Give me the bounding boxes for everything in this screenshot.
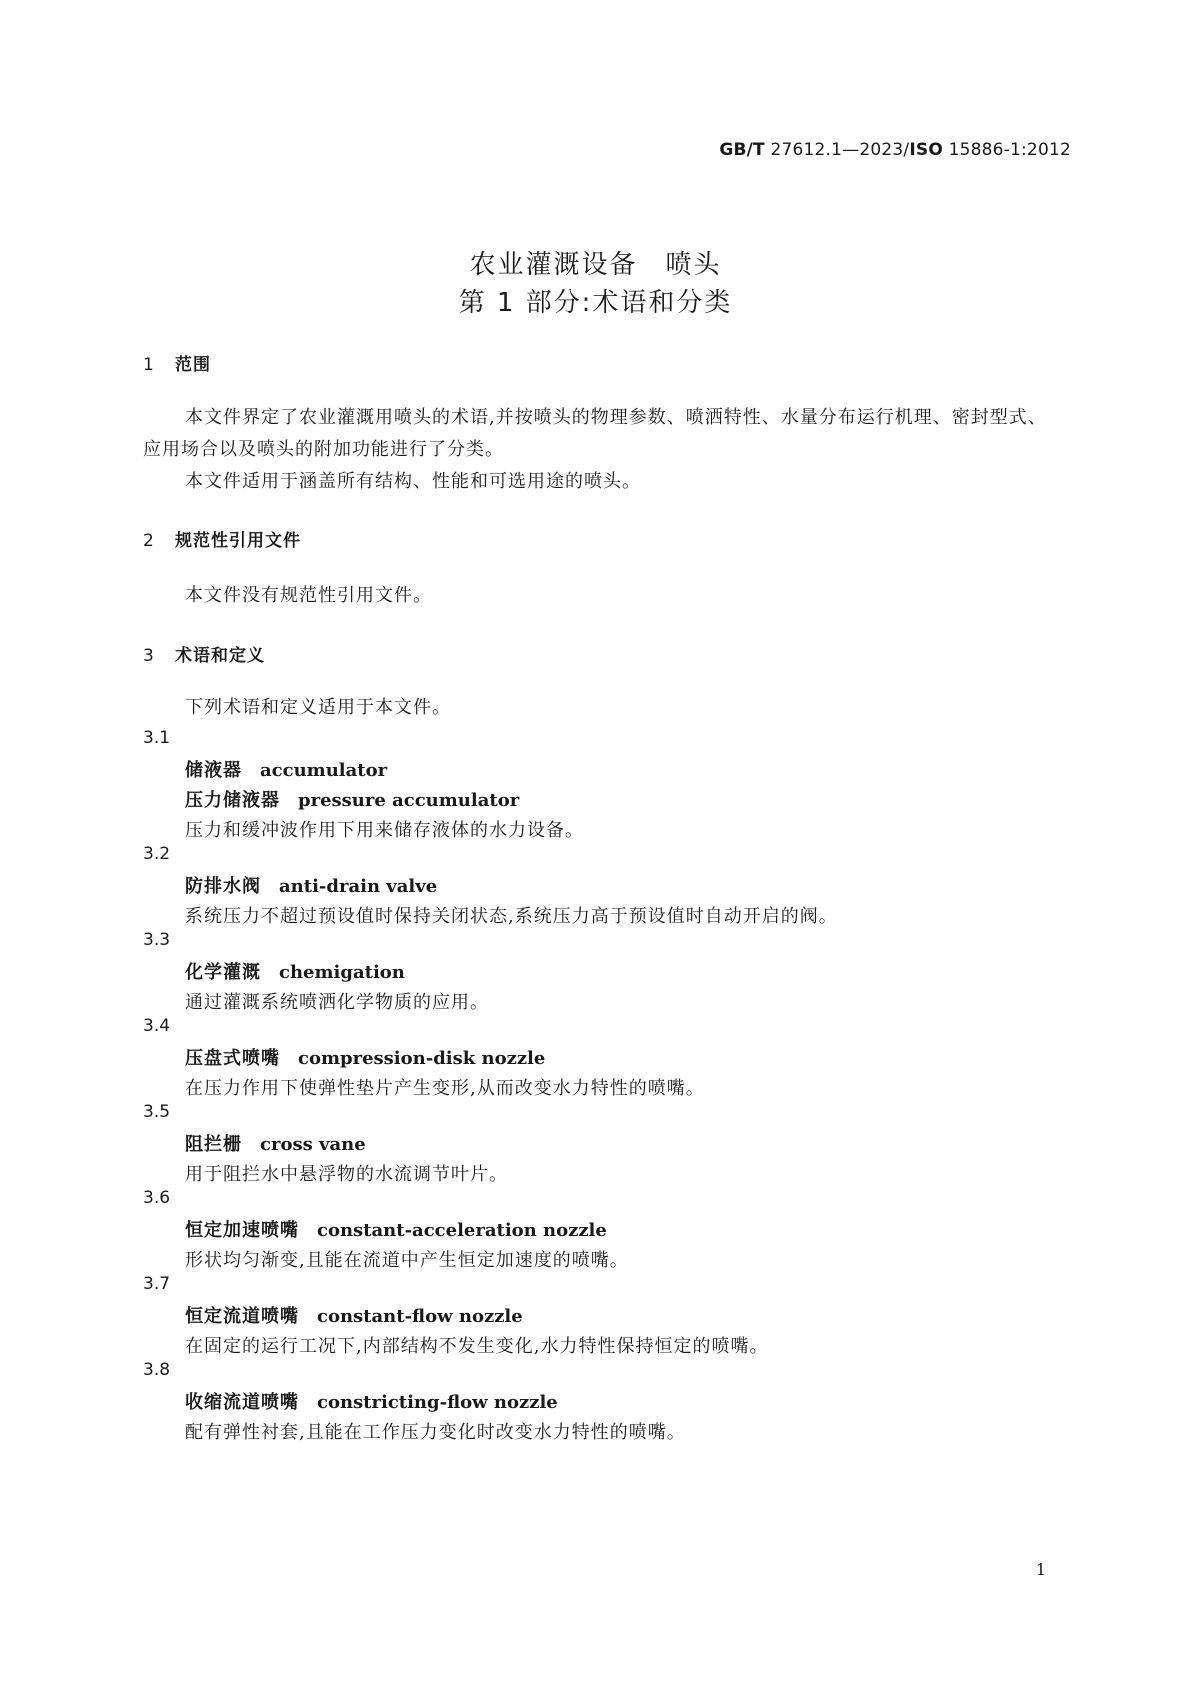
term-definition: 通过灌溉系统喷洒化学物质的应用。 (185, 992, 489, 1013)
normative-references-paragraph: 本文件没有规范性引用文件。 (185, 585, 432, 606)
term-alt-en: pressure accumulator (298, 790, 520, 811)
term-alt-zh: 压力储液器 (185, 790, 280, 811)
section-number: 3 (143, 646, 155, 666)
term-zh: 收缩流道喷嘴 (185, 1392, 299, 1413)
term-en: constant-flow nozzle (317, 1306, 523, 1327)
term-en: constricting-flow nozzle (317, 1392, 558, 1413)
section-heading-normative-references (143, 526, 301, 551)
standard-number: 27612.1—2023/ (764, 140, 910, 160)
term-zh: 压盘式喷嘴 (185, 1048, 280, 1069)
term-definition: 配有弹性衬套,且能在工作压力变化时改变水力特性的喷嘴。 (185, 1422, 686, 1443)
term-zh: 储液器 (185, 760, 242, 781)
term-entry (185, 756, 387, 782)
term-definition: 用于阻拦水中悬浮物的水流调节叶片。 (185, 1164, 508, 1185)
term-en: chemigation (279, 962, 405, 983)
term-number: 3.8 (143, 1360, 171, 1380)
term-definition: 压力和缓冲波作用下用来储存液体的水力设备。 (185, 820, 584, 841)
section-number: 2 (143, 531, 155, 551)
section-heading-scope (143, 350, 211, 375)
term-alt-entry (185, 786, 519, 812)
term-number: 3.1 (143, 728, 171, 748)
term-entry (185, 1130, 366, 1156)
term-en: anti-drain valve (279, 876, 438, 897)
term-number: 3.6 (143, 1188, 171, 1208)
term-number: 3.3 (143, 930, 171, 950)
term-zh: 阻拦栅 (185, 1134, 242, 1155)
term-en: cross vane (260, 1134, 366, 1155)
term-zh: 恒定流道喷嘴 (185, 1306, 299, 1327)
scope-paragraph-2: 本文件适用于涵盖所有结构、性能和可选用途的喷头。 (185, 471, 641, 492)
term-number: 3.4 (143, 1016, 171, 1036)
standard-code (719, 140, 1071, 160)
term-definition: 系统压力不超过预设值时保持关闭状态,系统压力高于预设值时自动开启的阀。 (185, 906, 838, 927)
term-number: 3.5 (143, 1102, 171, 1122)
iso-prefix: ISO (909, 140, 943, 160)
term-definition: 在固定的运行工况下,内部结构不发生变化,水力特性保持恒定的喷嘴。 (185, 1336, 769, 1357)
standard-prefix: GB/T (719, 140, 765, 160)
page-number: 1 (1035, 1560, 1046, 1579)
scope-paragraph-1: 本文件界定了农业灌溉用喷头的术语,并按喷头的物理参数、喷洒特性、水量分布运行机理、密封型式、应用场合以及喷头的附加功能进行了分类。 (143, 407, 1047, 460)
section-title: 范围 (175, 355, 211, 375)
term-number: 3.2 (143, 844, 171, 864)
term-en: constant-acceleration nozzle (317, 1220, 607, 1241)
iso-number: 15886-1:2012 (942, 140, 1071, 160)
term-definition: 在压力作用下使弹性垫片产生变形,从而改变水力特性的喷嘴。 (185, 1078, 705, 1099)
section-title: 术语和定义 (175, 646, 265, 666)
document-title-line-2: 第 1 部分:术语和分类 (458, 288, 733, 318)
term-en: accumulator (260, 760, 388, 781)
terms-intro-paragraph: 下列术语和定义适用于本文件。 (185, 697, 451, 718)
section-title: 规范性引用文件 (175, 531, 301, 551)
section-number: 1 (143, 355, 155, 375)
term-entry (185, 1302, 523, 1328)
term-definition: 形状均匀渐变,且能在流道中产生恒定加速度的喷嘴。 (185, 1250, 629, 1271)
term-entry (185, 1044, 545, 1070)
term-entry (185, 958, 405, 984)
term-entry (185, 1216, 607, 1242)
term-zh: 化学灌溉 (185, 962, 261, 983)
term-zh: 防排水阀 (185, 876, 261, 897)
term-entry (185, 872, 437, 898)
term-en: compression-disk nozzle (298, 1048, 546, 1069)
term-zh: 恒定加速喷嘴 (185, 1220, 299, 1241)
term-number: 3.7 (143, 1274, 171, 1294)
term-entry (185, 1388, 558, 1414)
document-title-line-1: 农业灌溉设备 喷头 (469, 250, 722, 280)
section-heading-terms-definitions (143, 641, 265, 666)
